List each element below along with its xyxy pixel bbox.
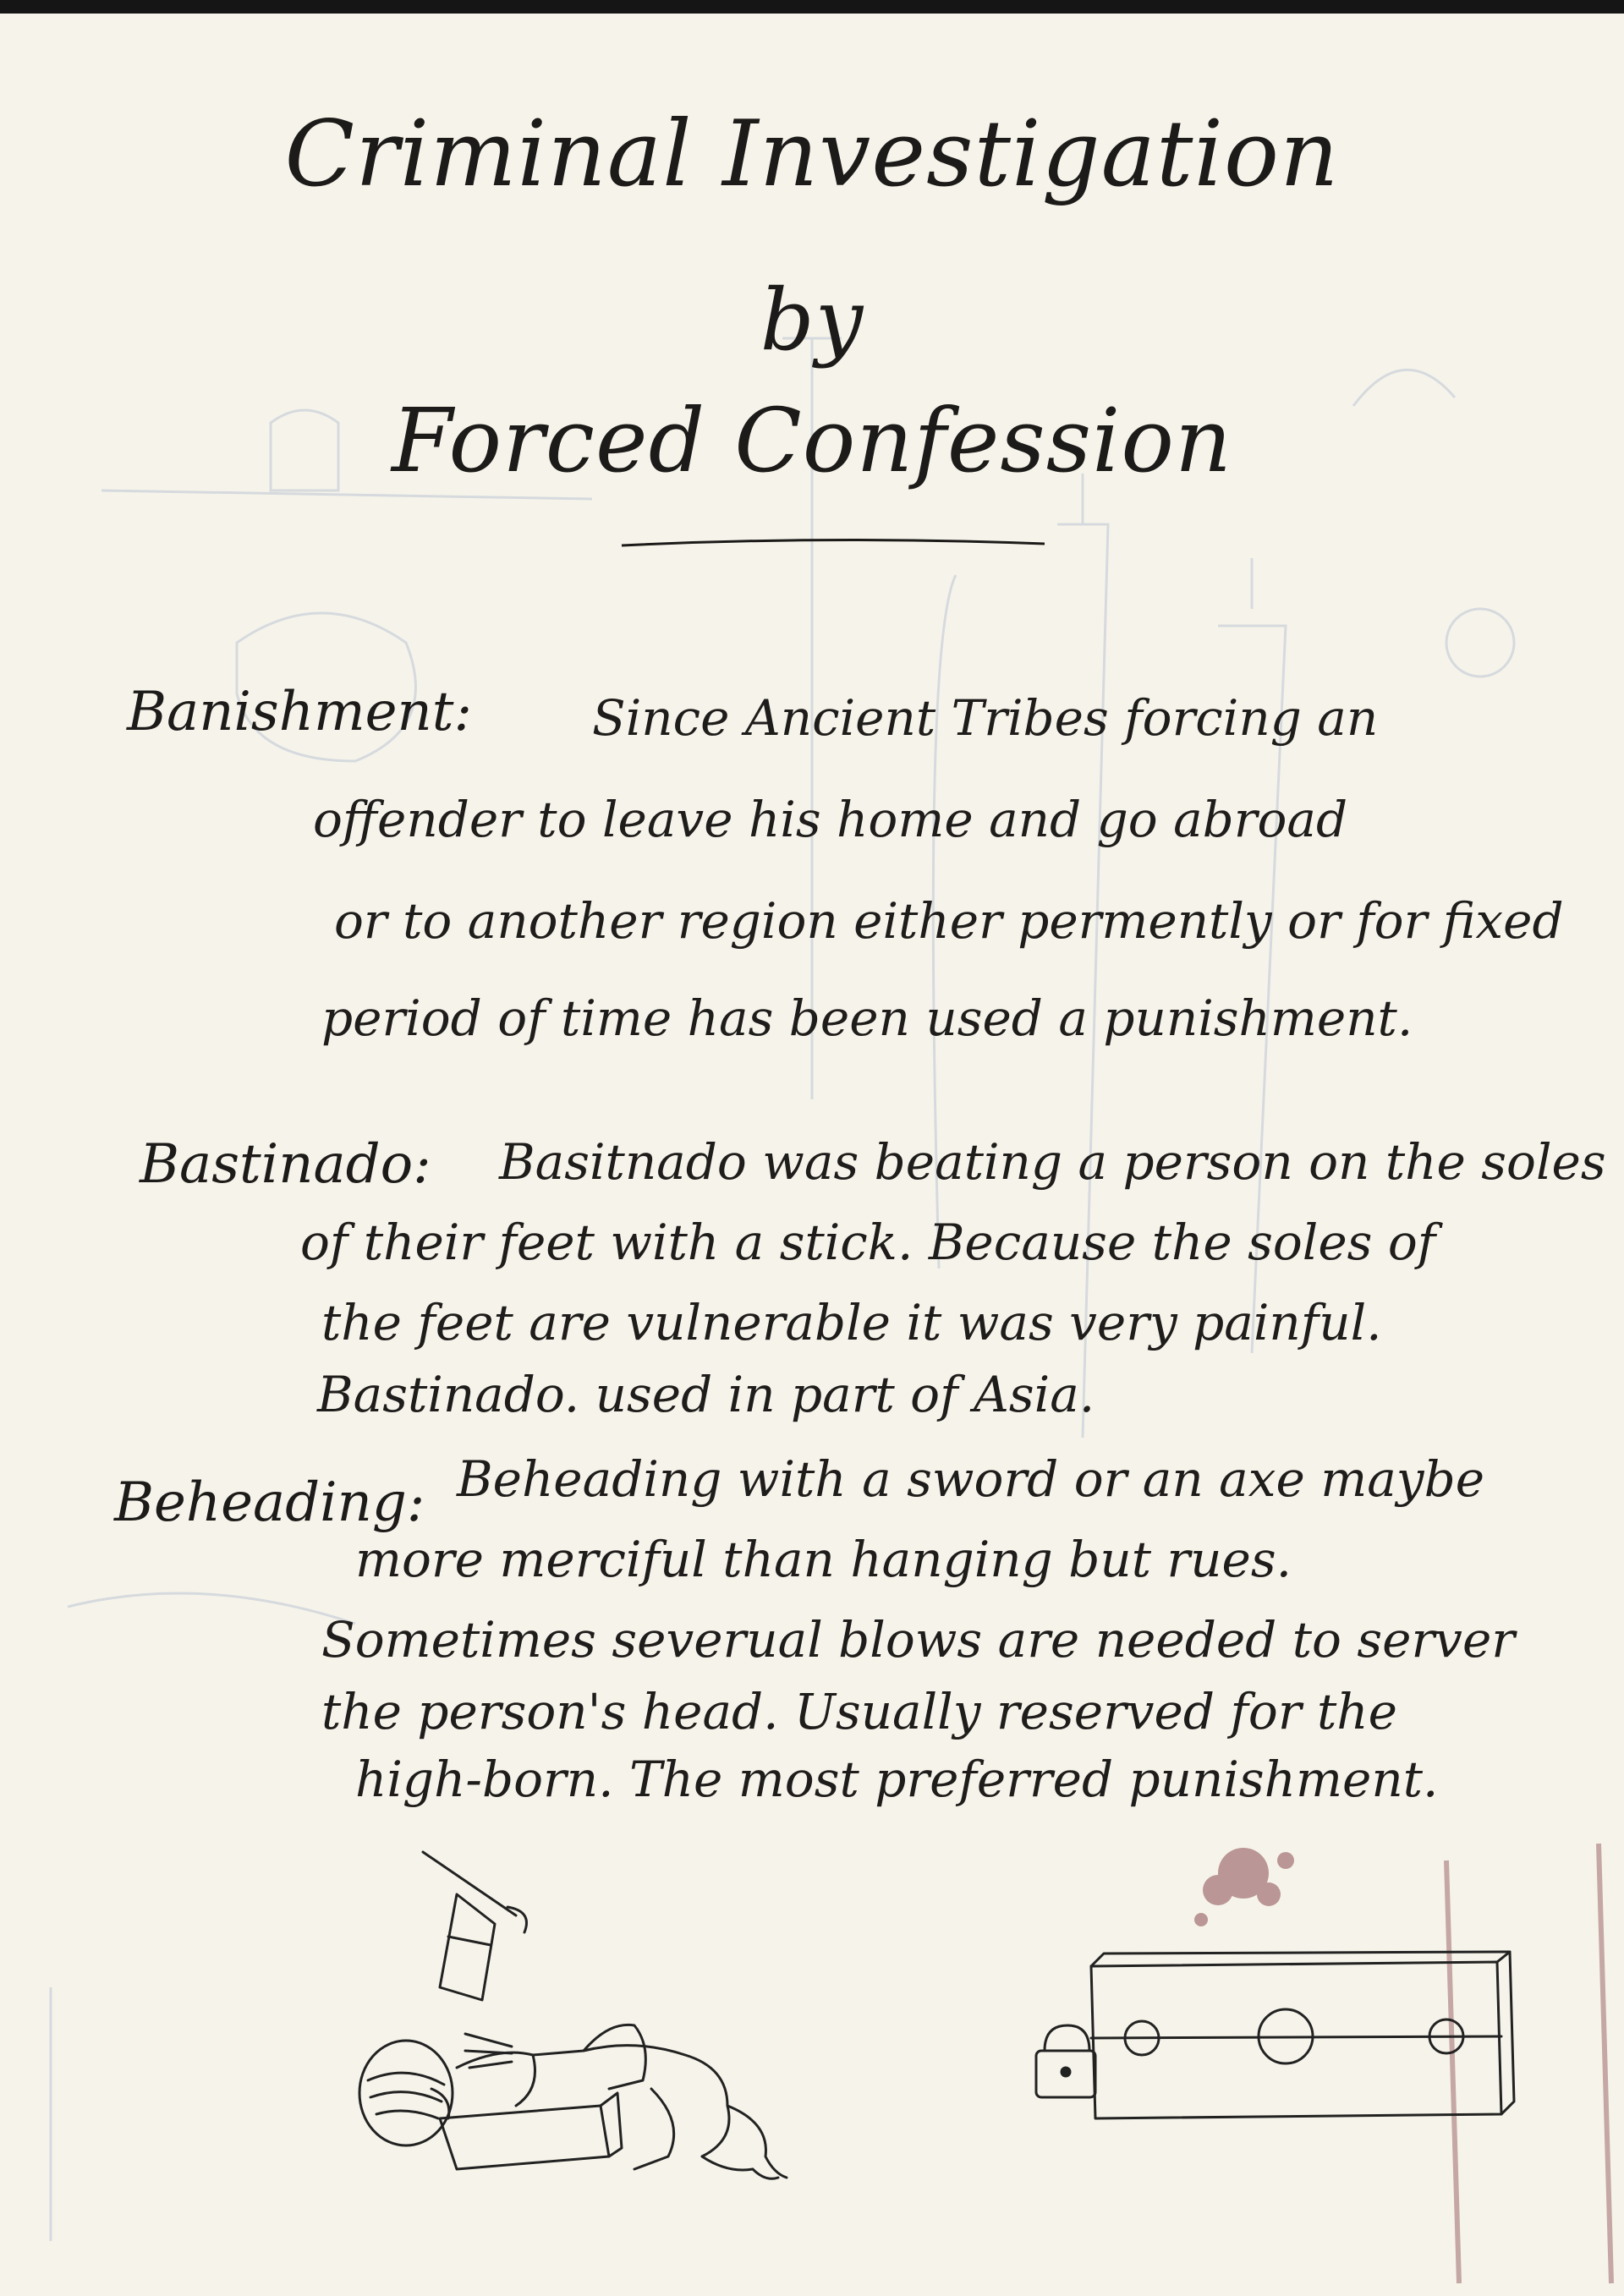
title-underline xyxy=(613,529,1053,562)
entry-line: Beheading with a sword or an axe maybe xyxy=(457,1450,1485,1508)
entry-term: Beheading: xyxy=(114,1471,425,1534)
page-title-line-1: Criminal Investigation xyxy=(284,101,1340,207)
beheading-illustration xyxy=(330,1835,1007,2190)
entry-line: Bastinado. used in part of Asia. xyxy=(317,1366,1095,1423)
entry-line: the person's head. Usually reserved for the xyxy=(321,1683,1397,1740)
entry-line: the feet are vulnerable it was very painful. xyxy=(321,1294,1382,1351)
entry-line: Sometimes severual blows are needed to server xyxy=(321,1611,1516,1669)
page-title-line-2: by xyxy=(760,271,864,370)
entry-line: offender to leave his home and go abroad xyxy=(313,791,1348,848)
pillory-stocks-illustration xyxy=(1007,1945,1531,2131)
entry-line: Basitnado was beating a person on the soles xyxy=(499,1133,1606,1191)
entry-line: more merciful than hanging but rues. xyxy=(355,1531,1292,1588)
entry-term: Banishment: xyxy=(127,681,472,743)
entry-line: high-born. The most preferred punishment. xyxy=(355,1751,1439,1808)
entry-term: Bastinado: xyxy=(140,1133,431,1196)
entry-line: or to another region either permently or for fixed xyxy=(334,892,1564,950)
entry-line: Since Ancient Tribes forcing an xyxy=(592,689,1379,747)
entry-line: of their feet with a stick. Because the soles of xyxy=(300,1214,1436,1271)
entry-line: period of time has been used a punishment. xyxy=(321,989,1413,1047)
page-title-line-3: Forced Confession xyxy=(391,389,1233,492)
